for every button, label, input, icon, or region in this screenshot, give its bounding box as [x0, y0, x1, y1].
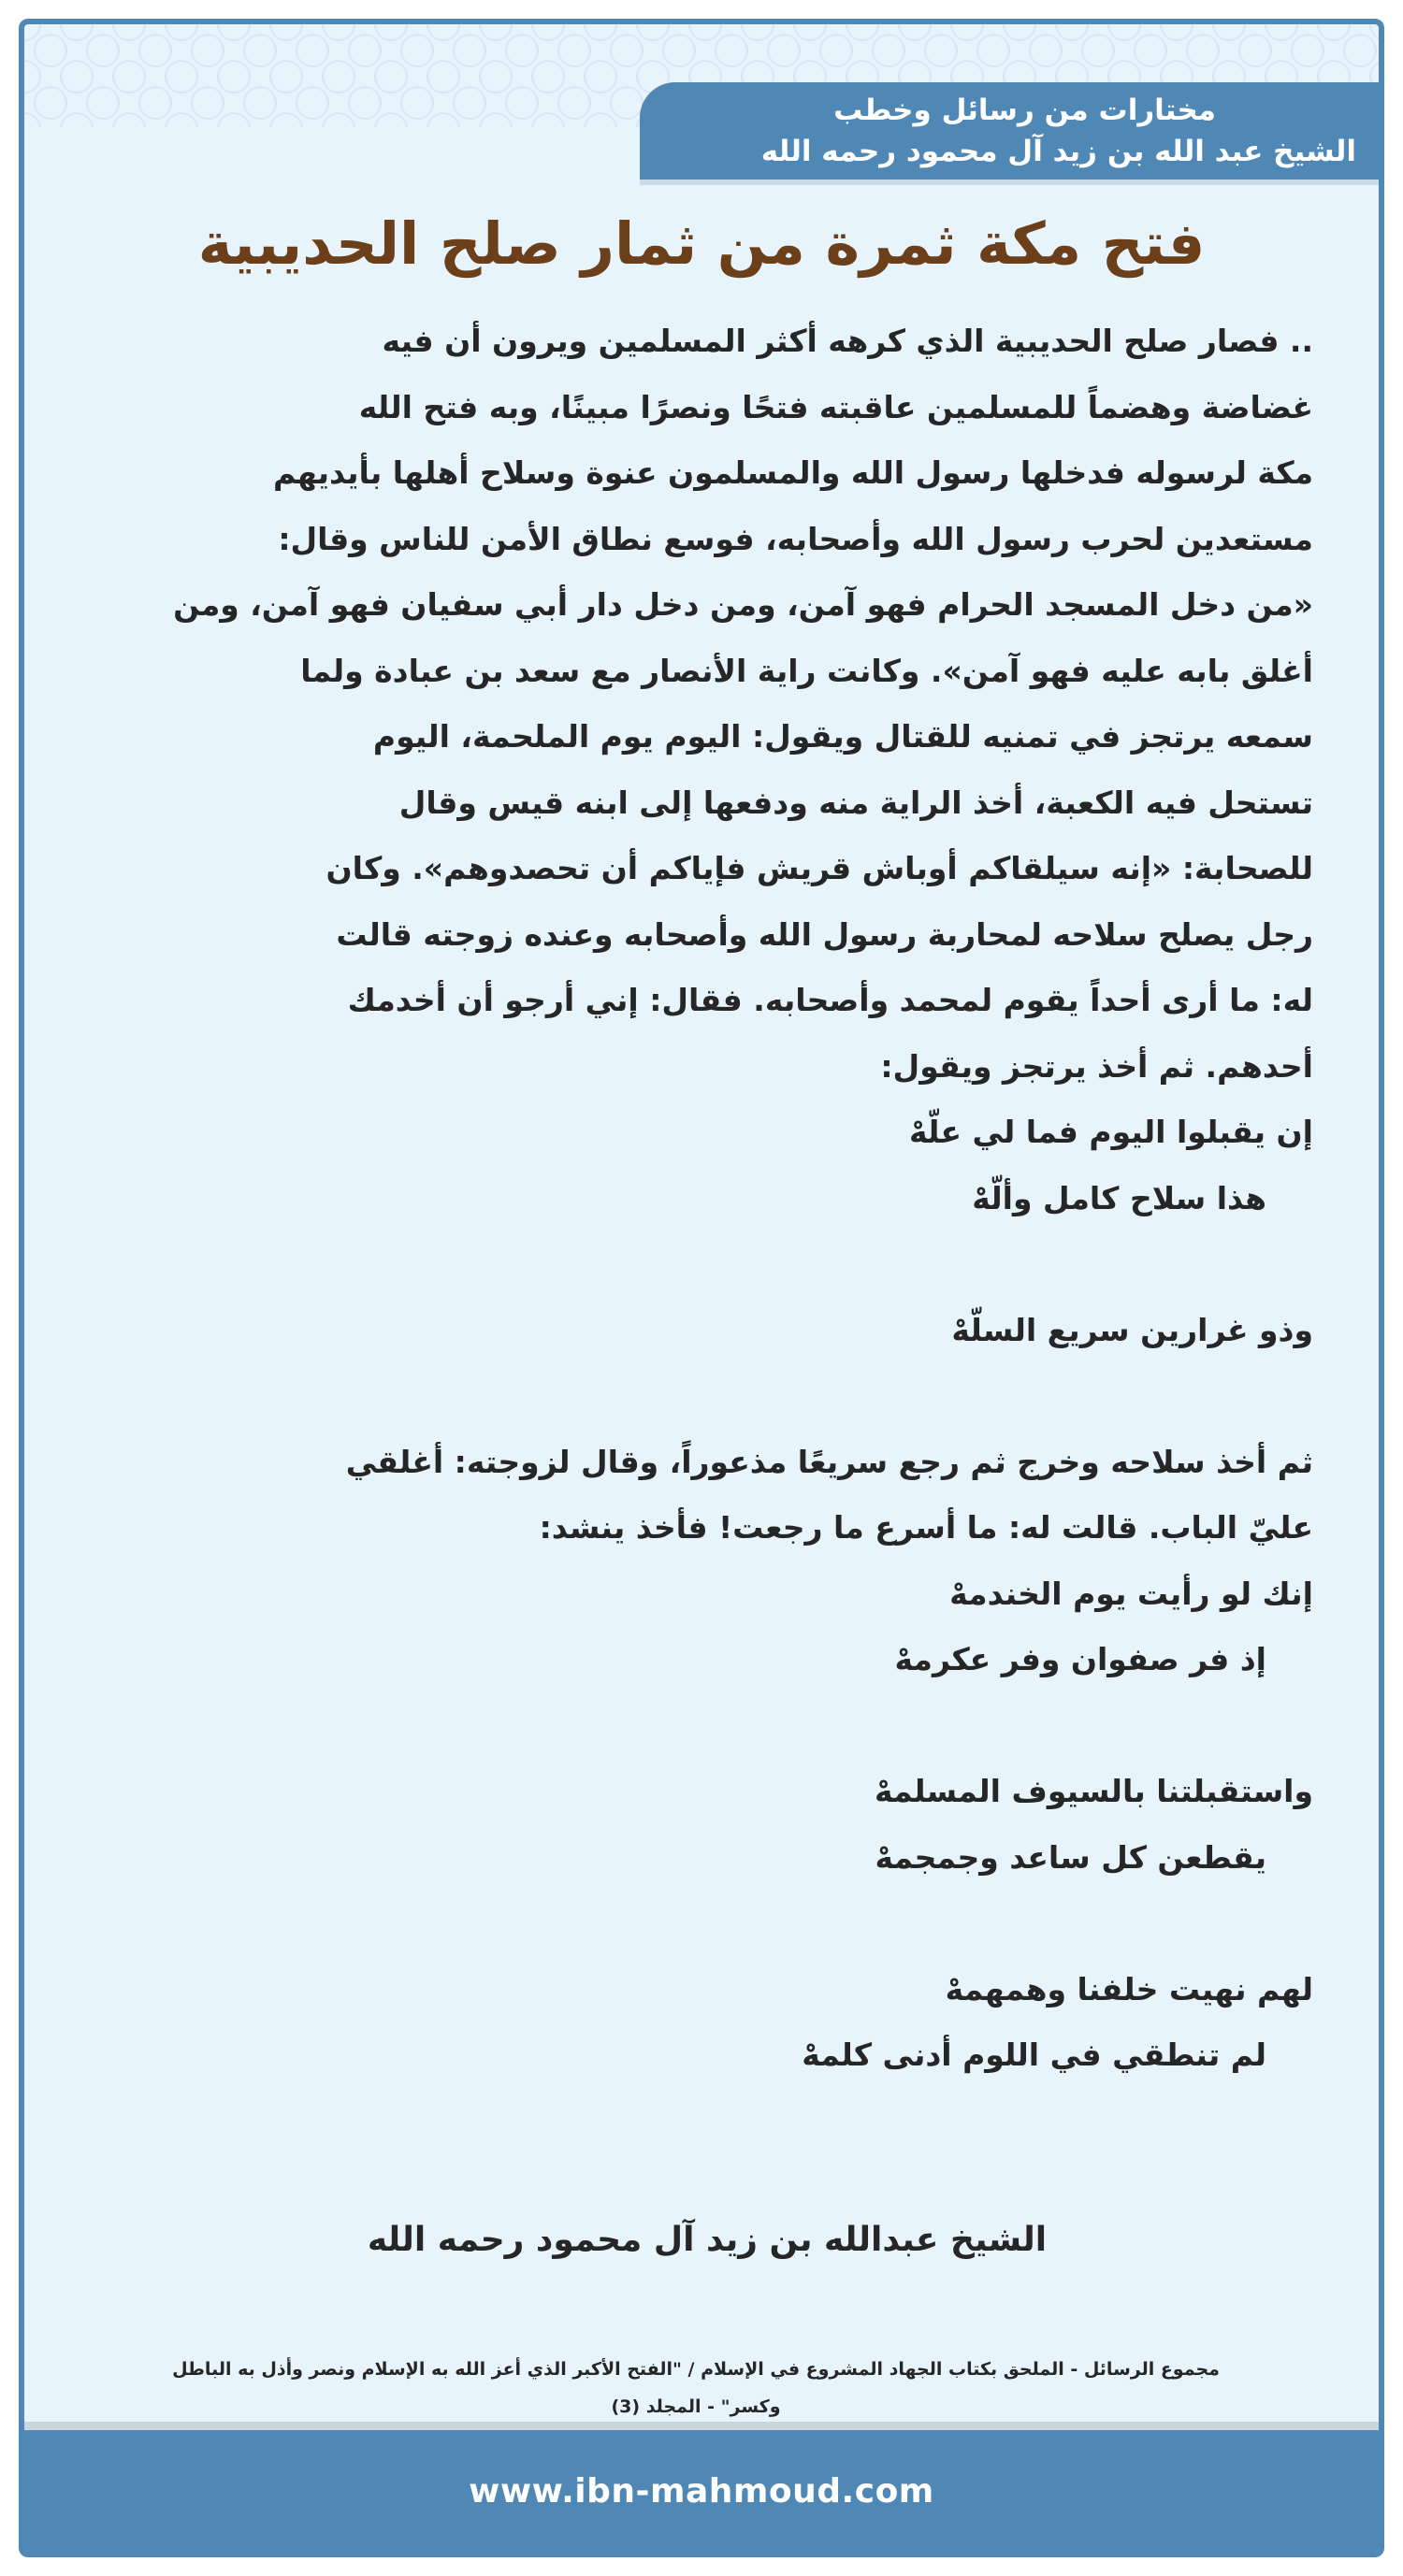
- verse-line: هذا سلاح كامل وألّهْ: [972, 1179, 1266, 1216]
- stanza-gap: [69, 1693, 1313, 1760]
- body-line: «من دخل المسجد الحرام فهو آمن، ومن دخل دار أبي سفيان فهو آمن، ومن: [173, 586, 1313, 623]
- body-line: مستعدين لحرب رسول الله وأصحابه، فوسع نطاق الأمن للناس وقال:: [278, 520, 1313, 557]
- footer-bar: [24, 2422, 1379, 2552]
- stanza-gap: [69, 1363, 1313, 1430]
- article-body: [69, 309, 1313, 2089]
- body-line: ثم أخذ سلاحه وخرج ثم رجع سريعًا مذعوراً، وقال لزوجته: أغلقي: [345, 1443, 1313, 1480]
- body-line: عليّ الباب. قالت له: ما أسرع ما رجعت! فأخذ ينشد:: [539, 1509, 1313, 1546]
- verse-line: إنك لو رأيت يوم الخندمهْ: [949, 1575, 1313, 1612]
- verse-line: إذ فر صفوان وفر عكرمهْ: [894, 1641, 1266, 1677]
- website-link[interactable]: www.ibn-mahmoud.com: [469, 2471, 934, 2511]
- verse-line: وذو غرارين سريع السلّهْ: [951, 1311, 1313, 1348]
- source-line: وكسر" - المجلد (3): [611, 2396, 781, 2417]
- body-line: مكة لرسوله فدخلها رسول الله والمسلمون عنوة وسلاح أهلها بأيديهم: [272, 454, 1313, 491]
- verse-line: واستقبلتنا بالسيوف المسلمهْ: [874, 1773, 1313, 1809]
- verse-line: إن يقبلوا اليوم فما لي علّهْ: [909, 1114, 1313, 1150]
- body-line: غضاضة وهضماً للمسلمين عاقبته فتحًا ونصرًا مبينًا، وبه فتح الله: [358, 388, 1313, 425]
- article-card: [19, 19, 1384, 2557]
- body-line: للصحابة: «إنه سيلقاكم أوباش قريش فإياكم أن تحصدوهم». وكان: [325, 850, 1313, 886]
- stanza-gap: [69, 1231, 1313, 1298]
- source-citation: [97, 2351, 1295, 2425]
- series-title: مختارات من رسائل وخطب: [833, 94, 1216, 127]
- author-name-header: الشيخ عبد الله بن زيد آل محمود رحمه الله: [760, 135, 1356, 168]
- body-line: أغلق بابه عليه فهو آمن». وكانت راية الأنصار مع سعد بن عبادة ولما: [300, 652, 1313, 689]
- author-signature: الشيخ عبدالله بن زيد آل محمود رحمه الله: [367, 2221, 1048, 2259]
- verse-line: لهم نهيت خلفنا وهمهمهْ: [945, 1970, 1313, 2008]
- source-line: مجموع الرسائل - الملحق بكتاب الجهاد المشروع في الإسلام / "الفتح الأكبر الذي أعز الله به الإسلام ونصر وأذل به الباطل: [172, 2359, 1220, 2380]
- body-line: أحدهم. ثم أخذ يرتجز ويقول:: [880, 1047, 1313, 1085]
- body-line: تستحل فيه الكعبة، أخذ الراية منه ودفعها إلى ابنه قيس وقال: [398, 784, 1313, 821]
- body-line: رجل يصلح سلاحه لمحاربة رسول الله وأصحابه وعنده زوجته قالت: [336, 915, 1313, 953]
- article-title: فتح مكة ثمرة من ثمار صلح الحديبية: [197, 209, 1206, 278]
- series-ribbon: [640, 82, 1379, 180]
- body-line: .. فصار صلح الحديبية الذي كرهه أكثر المسلمين ويرون أن فيه: [382, 323, 1313, 359]
- stanza-gap: [69, 1891, 1313, 1957]
- body-line: له: ما أرى أحداً يقوم لمحمد وأصحابه. فقال: إني أرجو أن أخدمك: [347, 982, 1313, 1018]
- verse-line: لم تنطقي في اللوم أدنى كلمهْ: [802, 2036, 1266, 2073]
- body-line: سمعه يرتجز في تمنيه للقتال ويقول: اليوم يوم الملحمة، اليوم: [372, 718, 1313, 755]
- verse-line: يقطعن كل ساعد وجمجمهْ: [875, 1838, 1266, 1876]
